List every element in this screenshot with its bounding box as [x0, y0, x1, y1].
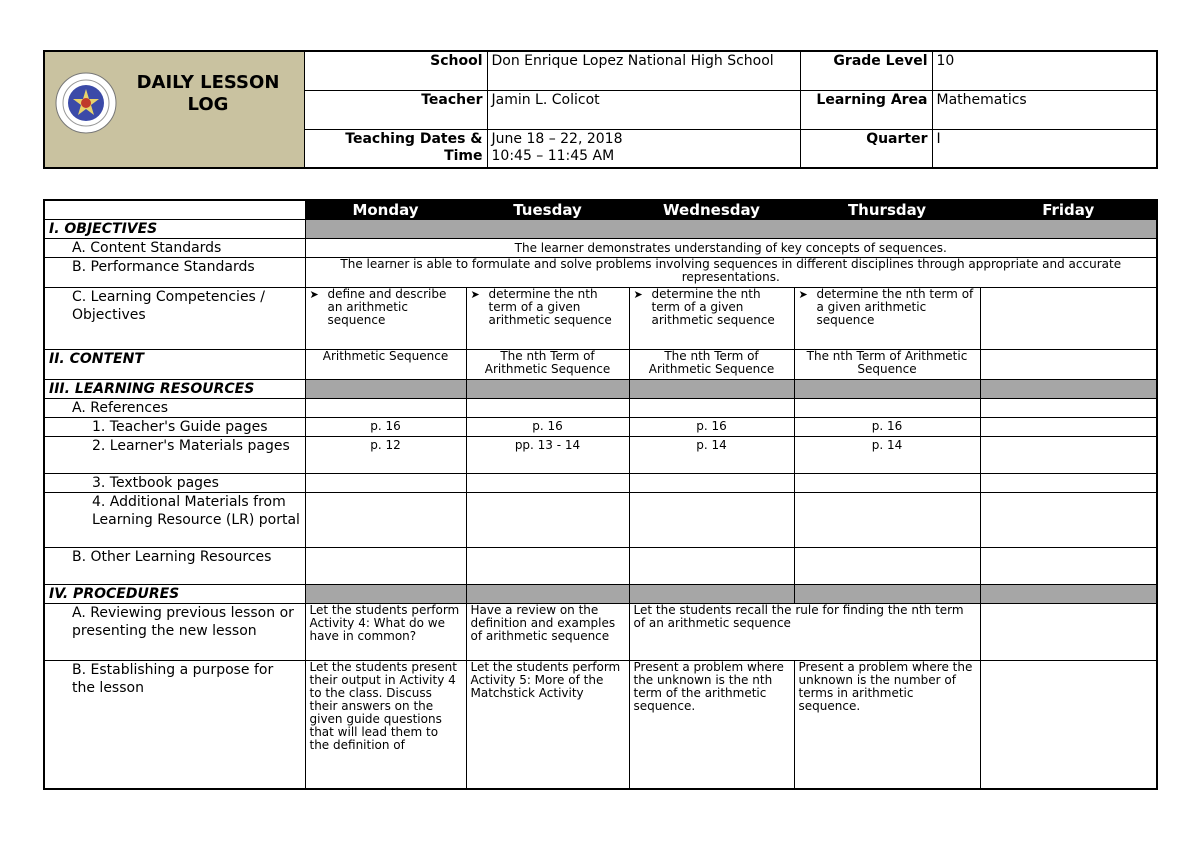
dates-text: June 18 – 22, 2018	[491, 130, 623, 147]
arrow-bullet-icon: ➤	[633, 288, 643, 301]
review-wed-thu: Let the students recall the rule for finding the nth term of an arithmetic sequence	[629, 604, 980, 661]
content-heading: II. CONTENT	[44, 350, 305, 380]
resources-heading: III. LEARNING RESOURCES	[44, 380, 305, 399]
section-shade	[305, 220, 1157, 239]
topic-friday	[980, 350, 1157, 380]
tg-monday: p. 16	[305, 418, 466, 437]
purpose-label: B. Establishing a purpose for the lesson	[44, 661, 305, 789]
arrow-bullet-icon: ➤	[470, 288, 480, 301]
section-shade	[466, 380, 629, 399]
area-value: Mathematics	[932, 90, 1157, 129]
arrow-bullet-icon: ➤	[798, 288, 808, 301]
time-text: 10:45 – 11:45 AM	[491, 147, 615, 164]
competency-monday	[305, 288, 466, 350]
day-tuesday: Tuesday	[466, 200, 629, 220]
competencies-label: C. Learning Competencies / Objectives	[44, 288, 305, 350]
day-thursday: Thursday	[794, 200, 980, 220]
references-label: A. References	[44, 399, 305, 418]
performance-standards-label: B. Performance Standards	[44, 258, 305, 288]
school-value: Don Enrique Lopez National High School	[487, 51, 800, 90]
dates-label: Teaching Dates & Time	[304, 129, 487, 168]
day-friday: Friday	[980, 200, 1157, 220]
reviewing-label: A. Reviewing previous lesson or presenting the new lesson	[44, 604, 305, 661]
review-monday: Let the students perform Activity 4: What do we have in common?	[305, 604, 466, 661]
topic-thursday: The nth Term of Arithmetic Sequence	[794, 350, 980, 380]
day-header-row	[44, 200, 1157, 220]
section-shade	[466, 585, 629, 604]
area-label: Learning Area	[800, 90, 932, 129]
teacher-value: Jamin L. Colicot	[487, 90, 800, 129]
additional-materials-label: 4. Additional Materials from Learning Resource (LR) portal	[44, 493, 305, 548]
day-monday: Monday	[305, 200, 466, 220]
teachers-guide-label: 1. Teacher's Guide pages	[44, 418, 305, 437]
review-tuesday: Have a review on the definition and examples of arithmetic sequence	[466, 604, 629, 661]
dates-value	[487, 129, 800, 168]
procedures-heading: IV. PROCEDURES	[44, 585, 305, 604]
school-label: School	[304, 51, 487, 90]
section-shade	[980, 380, 1157, 399]
lm-thursday: p. 14	[794, 437, 980, 474]
corner-cell	[44, 200, 305, 220]
section-shade	[980, 585, 1157, 604]
purpose-monday: Let the students present their output in Activity 4 to the class. Discuss their answers on the given guide questions that will lead them to the definition of	[305, 661, 466, 789]
tg-tuesday: p. 16	[466, 418, 629, 437]
tg-thursday: p. 16	[794, 418, 980, 437]
lesson-log-header	[43, 50, 1158, 169]
competency-text: determine the nth term of a given arithmetic sequence	[651, 287, 775, 327]
learners-materials-label: 2. Learner's Materials pages	[44, 437, 305, 474]
topic-tuesday: The nth Term of Arithmetic Sequence	[466, 350, 629, 380]
performance-standards-value: The learner is able to formulate and solve problems involving sequences in different disciplines through appropriate and accurate representations.	[305, 258, 1157, 288]
competency-friday	[980, 288, 1157, 350]
competency-wednesday	[629, 288, 794, 350]
quarter-label: Quarter	[800, 129, 932, 168]
grade-value: 10	[932, 51, 1157, 90]
day-wednesday: Wednesday	[629, 200, 794, 220]
lm-monday: p. 12	[305, 437, 466, 474]
purpose-wednesday: Present a problem where the unknown is the nth term of the arithmetic sequence.	[629, 661, 794, 789]
section-shade	[794, 585, 980, 604]
content-standards-value: The learner demonstrates understanding of key concepts of sequences.	[305, 239, 1157, 258]
topic-monday: Arithmetic Sequence	[305, 350, 466, 380]
purpose-thursday: Present a problem where the unknown is the number of terms in arithmetic sequence.	[794, 661, 980, 789]
section-shade	[629, 380, 794, 399]
arrow-bullet-icon: ➤	[309, 288, 319, 301]
purpose-tuesday: Let the students perform Activity 5: More of the Matchstick Activity	[466, 661, 629, 789]
competency-text: determine the nth term of a given arithmetic sequence	[488, 287, 612, 327]
grade-label: Grade Level	[800, 51, 932, 90]
lm-wednesday: p. 14	[629, 437, 794, 474]
title-cell	[44, 51, 304, 168]
tg-wednesday: p. 16	[629, 418, 794, 437]
quarter-value: I	[932, 129, 1157, 168]
competency-text: define and describe an arithmetic sequence	[327, 287, 447, 327]
topic-wednesday: The nth Term of Arithmetic Sequence	[629, 350, 794, 380]
objectives-heading: I. OBJECTIVES	[44, 220, 305, 239]
section-shade	[629, 585, 794, 604]
other-resources-label: B. Other Learning Resources	[44, 548, 305, 585]
competency-text: determine the nth term of a given arithmetic sequence	[816, 287, 974, 327]
lesson-log-table	[43, 199, 1158, 790]
document-title: DAILY LESSON LOG	[136, 72, 280, 115]
lm-tuesday: pp. 13 - 14	[466, 437, 629, 474]
competency-thursday	[794, 288, 980, 350]
section-shade	[305, 585, 466, 604]
content-standards-label: A. Content Standards	[44, 239, 305, 258]
teacher-label: Teacher	[304, 90, 487, 129]
section-shade	[794, 380, 980, 399]
section-shade	[305, 380, 466, 399]
deped-seal-icon	[55, 72, 117, 134]
textbook-label: 3. Textbook pages	[44, 474, 305, 493]
competency-tuesday	[466, 288, 629, 350]
